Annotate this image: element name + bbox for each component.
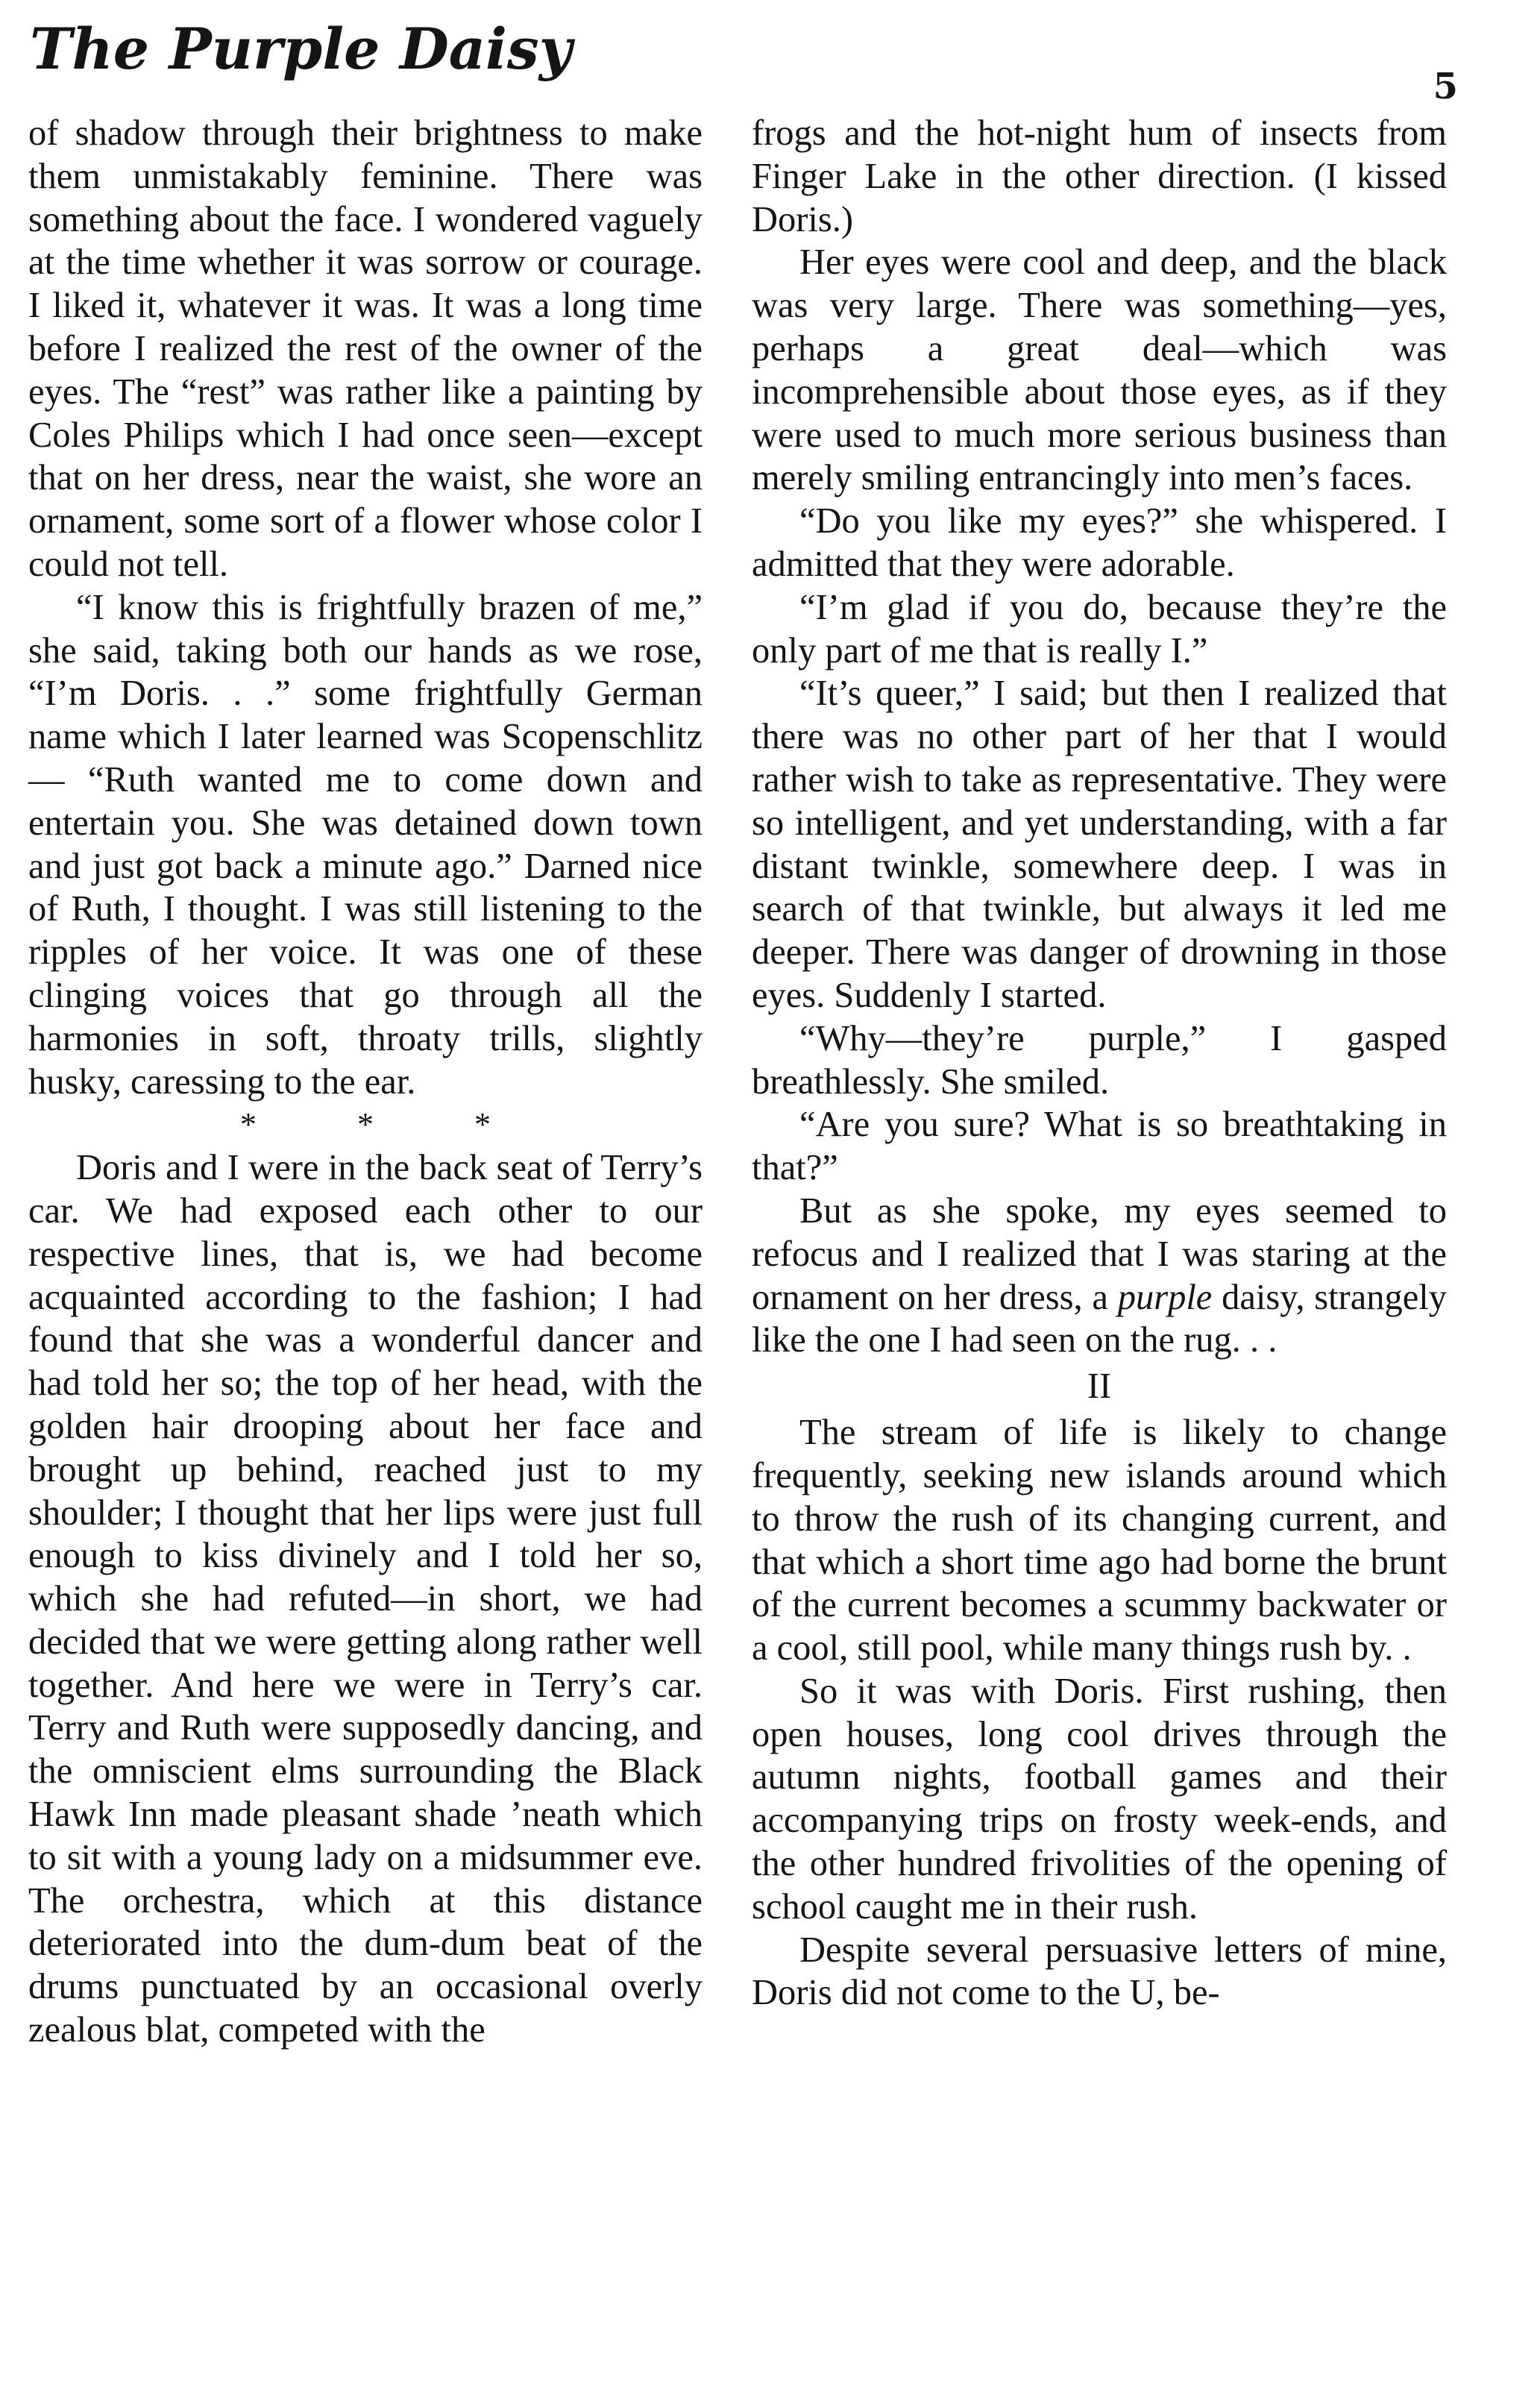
paragraph: So it was with Doris. First rushing, then open houses, long cool drives through the autumn nights, football games and their accompanying trips on frosty week-ends, and the other hundred frivolities of the opening of school caught me in their rush. bbox=[752, 1671, 1447, 1927]
paragraph: “It’s queer,” I said; but then I realized that there was no other part of her that I would rather wish to take as representative. They were so intelligent, and yet understanding, with a far distant twinkle, somewhere deep. I was in search of that twinkle, but always it led me deeper. There was danger of drowning in those eyes. Suddenly I started. bbox=[752, 674, 1447, 1015]
section-separator: * * * bbox=[240, 1106, 537, 1143]
paragraph: “Why—they’re purple,” I gasped breathlessly. She smiled. bbox=[752, 1018, 1447, 1102]
paragraph: Her eyes were cool and deep, and the black was very large. There was something—yes, perhaps a great deal—which was incomprehensible about those eyes, as if they were used to much more serious business than merely smiling entrancingly into men’s faces. bbox=[752, 242, 1447, 498]
paragraph: “Are you sure? What is so breathtaking in that?” bbox=[752, 1105, 1447, 1188]
emphasis-text: purple bbox=[1117, 1277, 1213, 1317]
paragraph: The stream of life is likely to change frequently, seeking new islands around which to throw the rush of its changing current, and that which a short time ago had borne the brunt of the current becomes a scummy backwater or a cool, still pool, while many things rush by. . bbox=[752, 1413, 1447, 1669]
text-run: daisy, strangely like the one I had seen on the rug. . . bbox=[752, 1277, 1447, 1360]
paragraph: “I know this is frightfully brazen of me,” she said, taking both our hands as we rose, “I’m Doris. . .” some frightfully German name which I later learned was Scopenschlitz— “Ruth wanted me to come down and entertain you. She was detained down town and just got back a minute ago.” Darned nice of Ruth, I thought. I was still listening to the ripples of her voice. It was one of these clinging voices that go through all the harmonies in soft, throaty trills, slightly husky, caressing to the ear. bbox=[28, 587, 703, 1102]
paragraph: “I’m glad if you do, because they’re the only part of me that is really I.” bbox=[752, 587, 1447, 671]
page-number: 5 bbox=[1433, 66, 1458, 107]
paragraph: Doris and I were in the back seat of Terry’s car. We had exposed each other to our respective lines, that is, we had become acquainted according to the fashion; I had found that she was a wonderful dancer and had told her so; the top of her head, with the golden hair drooping about her face and brought up behind, reached just to my shoulder; I thought that her lips were just full enough to kiss divinely and I told her so, which she had refuted—in short, we had decided that we were getting along rather well together. And here we were in Terry’s car. Terry and Ruth were supposedly dancing, and the omniscient elms surrounding the Black Hawk Inn made pleasant shade ’neath which to sit with a young lady on a midsummer eve. The orchestra, which at this distance deteriorated into the dum-dum beat of the drums punctuated by an occasional overly zealous blat, competed with the bbox=[28, 1148, 703, 2050]
text-run: But as she spoke, my eyes seemed to refocus and I realized that I was staring at the ornament on her dress, a bbox=[752, 1190, 1447, 1317]
paragraph: “Do you like my eyes?” she whispered. I admitted that they were adorable. bbox=[752, 501, 1447, 584]
running-head bbox=[0, 0, 1540, 112]
paragraph-refocus bbox=[752, 1190, 1447, 1362]
right-column bbox=[752, 112, 1447, 2372]
story-title: The Purple Daisy bbox=[30, 16, 572, 82]
left-column bbox=[28, 112, 703, 2372]
section-heading: II bbox=[1087, 1366, 1112, 1407]
paragraph: Despite several persuasive letters of mine, Doris did not come to the U, be- bbox=[752, 1930, 1447, 2013]
paragraph-continued: of shadow through their brightness to make them unmistakably feminine. There was something about the face. I wondered vaguely at the time whether it was sorrow or courage. I liked it, whatever it was. It was a long time before I realized the rest of the owner of the eyes. The “rest” was rather like a painting by Coles Philips which I had once seen—except that on her dress, near the waist, she wore an ornament, some sort of a flower whose color I could not tell. bbox=[28, 113, 703, 584]
paragraph-continued: frogs and the hot-night hum of insects from Finger Lake in the other direction. (I kissed Doris.) bbox=[752, 113, 1447, 239]
